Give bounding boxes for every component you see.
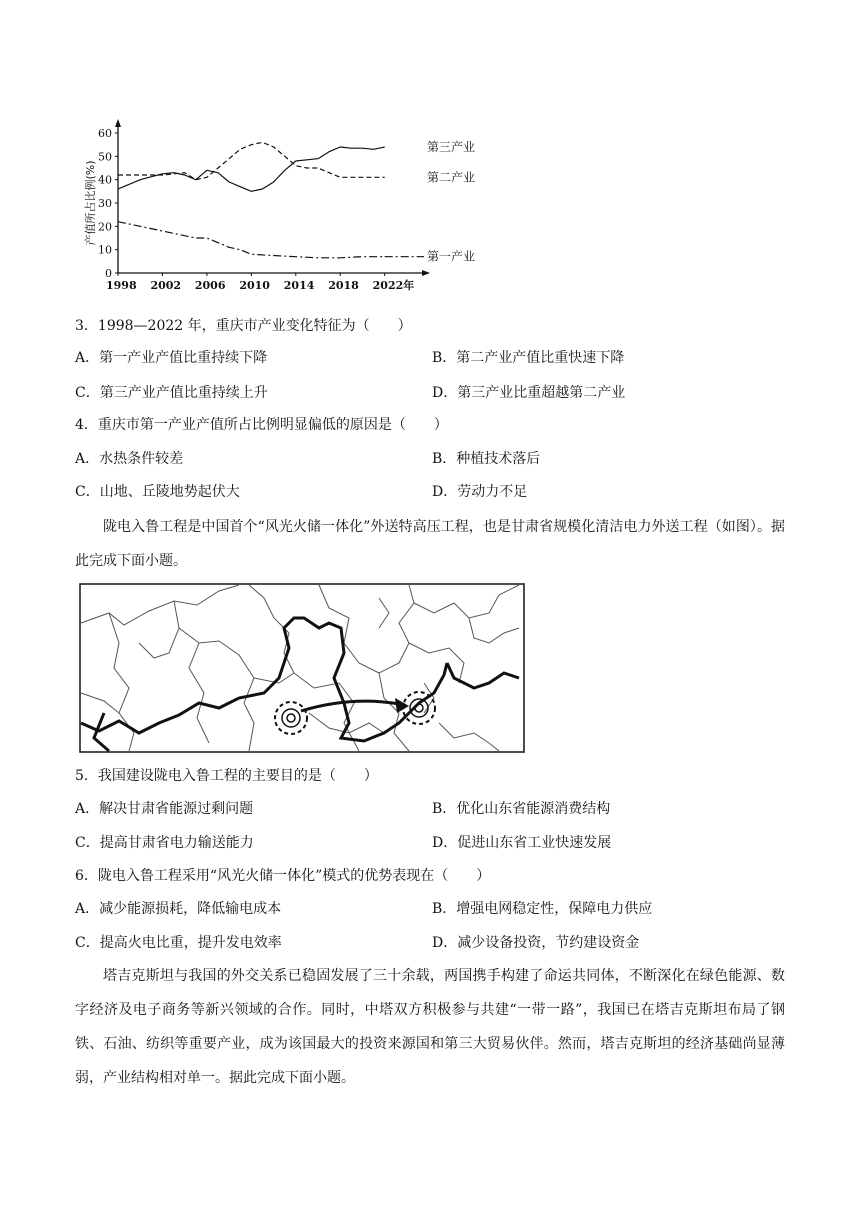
q4-option-c: C．山地、丘陵地势起伏大	[75, 484, 240, 500]
q4-stem: 4．重庆市第一产业产值所占比例明显偏低的原因是（ ）	[75, 417, 448, 433]
series-label-1: 第二产业	[427, 170, 476, 185]
series-label-2: 第一产业	[427, 249, 476, 264]
longdian-rulu-map	[79, 583, 525, 753]
q4-option-d: D．劳动力不足	[432, 484, 528, 500]
q6-option-a: A．减少能源损耗，降低输电成本	[75, 901, 282, 917]
series-label-0: 第三产业	[427, 140, 476, 154]
x-tick-label: 2014	[283, 279, 315, 292]
y-tick-label: 20	[98, 220, 112, 234]
q6-option-d: D．减少设备投资，节约建设资金	[432, 935, 640, 951]
y-axis-arrow	[115, 119, 121, 127]
q5-option-a: A．解决甘肃省能源过剩问题	[75, 801, 254, 817]
x-axis-arrow	[422, 270, 430, 276]
q5-option-b: B．优化山东省能源消费结构	[432, 801, 611, 817]
q6-option-c: C．提高火电比重，提升发电效率	[75, 935, 282, 951]
y-axis-label: 产值所占比例(%)	[84, 160, 97, 246]
q5-stem: 5．我国建设陇电入鲁工程的主要目的是（ ）	[75, 768, 378, 784]
q4-option-a: A．水热条件较差	[75, 451, 184, 467]
x-tick-label: 2018	[328, 279, 359, 292]
q4-option-b: B．种植技术落后	[432, 451, 541, 467]
x-tick-label: 2010	[239, 279, 270, 292]
q6-stem: 6．陇电入鲁工程采用“风光火储一体化”模式的优势表现在（ ）	[75, 868, 491, 884]
y-tick-label: 60	[98, 127, 112, 140]
q3-stem: 3．1998—2022 年，重庆市产业变化特征为（ ）	[75, 318, 412, 334]
x-tick-label: 2022年	[372, 279, 415, 292]
series-line-2	[118, 222, 385, 258]
passage-longdian-rulu: 陇电入鲁工程是中国首个“风光火储一体化”外送特高压工程，也是甘肃省规模化清洁电力外送工程（如图）。据此完成下面小题。	[75, 519, 785, 569]
map-svg	[79, 583, 525, 753]
q6-option-b: B．增强电网稳定性，保障电力供应	[432, 901, 653, 917]
passage-tajikistan: 塔吉克斯坦与我国的外交关系已稳固发展了三十余载，两国携手构建了命运共同体，不断深化在绿色能源、数字经济及电子商务等新兴领域的合作。同时，中塔双方积极参与共建“一带一路”，我国已在塔吉克斯坦布局了钢铁、石油、纺织等重要产业，成为该国最大的投资来源国和第三大贸易伙伴。然而，塔吉克斯坦的经济基础尚显薄弱，产业结构相对单一。据此完成下面小题。	[75, 968, 785, 1086]
industry-ratio-chart-svg	[78, 118, 476, 300]
y-tick-label: 50	[98, 150, 112, 164]
q3-option-c: C．第三产业产值比重持续上升	[75, 385, 268, 401]
q3-option-a: A．第一产业产值比重持续下降	[75, 350, 268, 366]
q3-option-d: D．第三产业比重超越第二产业	[432, 385, 626, 401]
y-tick-label: 30	[98, 197, 112, 210]
industry-ratio-chart	[78, 118, 476, 300]
q5-option-d: D．促进山东省工业快速发展	[432, 835, 612, 851]
x-tick-label: 1998	[106, 279, 137, 292]
y-tick-label: 0	[105, 267, 112, 280]
q3-option-b: B．第二产业产值比重快速下降	[432, 350, 625, 366]
q5-option-c: C．提高甘肃省电力输送能力	[75, 835, 254, 851]
x-tick-label: 2006	[194, 279, 226, 292]
x-tick-label: 2002	[150, 279, 182, 292]
series-line-0	[118, 147, 385, 191]
y-tick-label: 10	[98, 243, 112, 257]
y-tick-label: 40	[98, 173, 112, 187]
